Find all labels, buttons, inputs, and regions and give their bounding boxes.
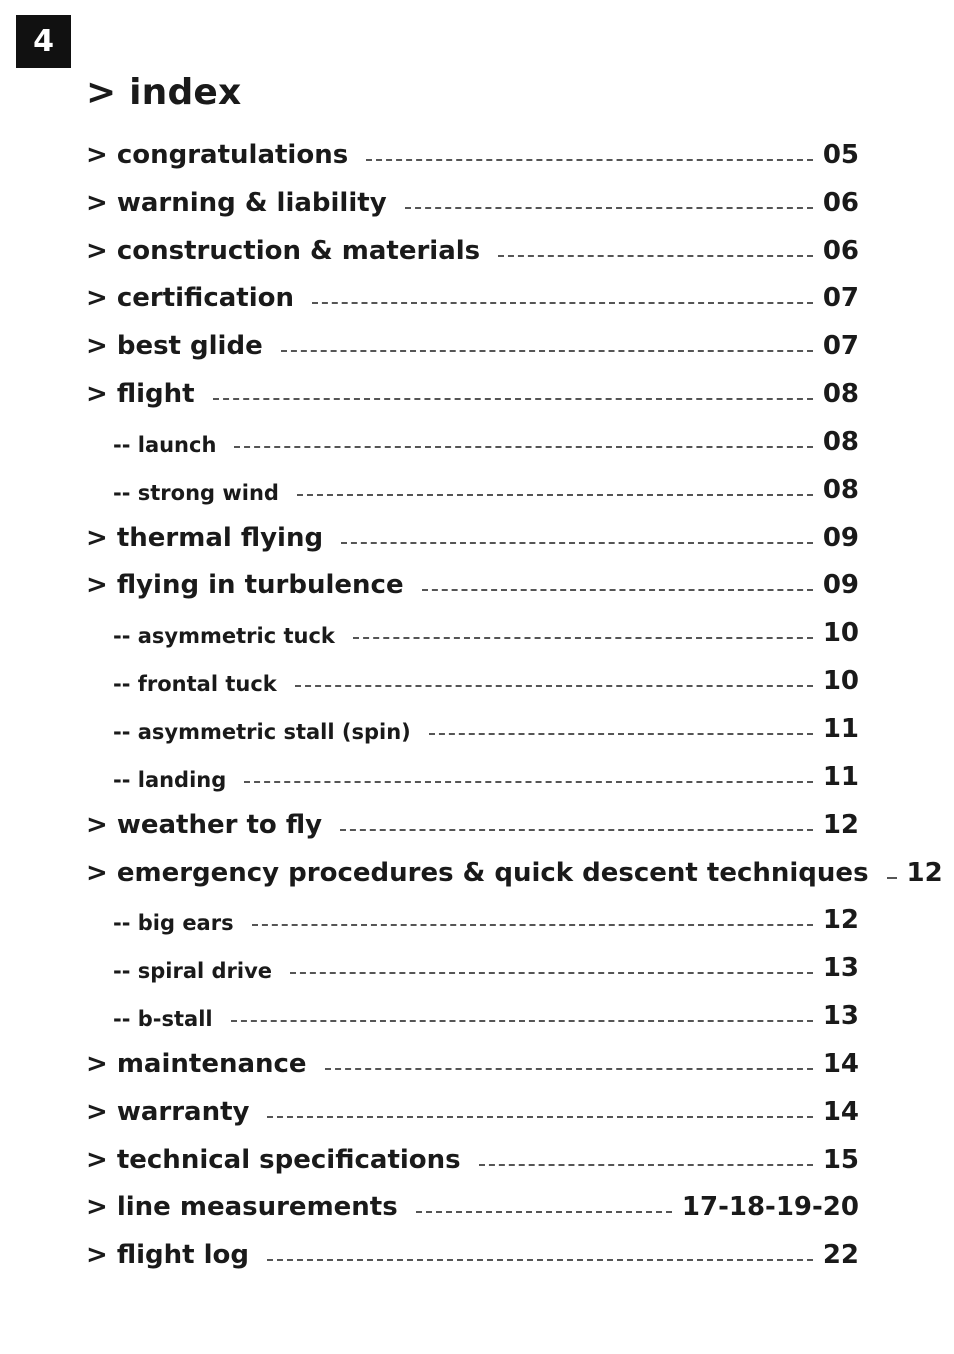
toc-subentry[interactable] [86,656,859,704]
toc-entry[interactable] [86,321,859,369]
toc-entry[interactable] [86,513,859,561]
toc-entry-page: 15 [822,1144,859,1175]
toc-entry[interactable] [86,178,859,226]
toc-entry[interactable] [86,1039,859,1087]
toc-entry-label: > thermal flying [86,522,324,553]
toc-entry-label: -- launch [113,432,217,457]
page-number-badge [16,15,71,68]
toc-entry[interactable] [86,226,859,274]
toc-entry-page: 06 [822,187,859,218]
toc-entry[interactable] [86,1230,859,1278]
toc-entry-page: 08 [822,426,859,457]
toc-entry-label: > weather to fly [86,809,323,840]
toc-entry-page: 12 [906,857,943,888]
dotted-leader [231,1020,813,1022]
dotted-leader [887,877,897,879]
toc-entry[interactable] [86,561,859,609]
toc-entry-page: 09 [822,522,859,553]
dotted-leader [312,302,813,304]
toc-entry-page: 12 [822,905,859,936]
toc-entry[interactable] [86,1087,859,1135]
toc-subentry[interactable] [86,465,859,513]
toc-entry-label: > flight log [86,1240,250,1271]
dotted-leader [213,398,813,400]
toc-entry-label: -- landing [113,767,227,792]
toc-subentry[interactable] [86,991,859,1039]
dotted-leader [366,159,813,161]
toc-entry[interactable] [86,1135,859,1183]
toc-entry-page: 11 [822,713,859,744]
dotted-leader [341,542,813,544]
toc-entry-label: > flying in turbulence [86,570,404,601]
dotted-leader [479,1164,813,1166]
dotted-leader [429,733,813,735]
dotted-leader [416,1211,672,1213]
dotted-leader [234,446,812,448]
toc-entry[interactable] [86,800,859,848]
toc-entry-label: > warranty [86,1096,250,1127]
dotted-leader [325,1068,813,1070]
toc-entry-label: -- strong wind [113,480,279,505]
toc-entry-page: 08 [822,474,859,505]
toc-entry-page: 07 [822,283,859,314]
toc-entry[interactable] [86,130,859,178]
toc-subentry[interactable] [86,896,859,944]
toc-entry-label: > flight [86,379,195,410]
toc-entry-label: > line measurements [86,1192,398,1223]
toc-entry-page: 09 [822,570,859,601]
toc-entry-label: -- asymmetric tuck [113,624,335,649]
page-title: > index [86,72,242,113]
toc-entry[interactable] [86,274,859,322]
dotted-leader [252,924,813,926]
toc-entry-page: 07 [822,331,859,362]
dotted-leader [267,1259,813,1261]
dotted-leader [267,1116,812,1118]
dotted-leader [405,207,813,209]
toc-entry-page: 10 [822,666,859,697]
dotted-leader [498,255,813,257]
toc-entry[interactable] [86,1183,859,1231]
toc-entry-label: -- b-stall [113,1007,213,1032]
table-of-contents [86,130,943,1278]
toc-entry-label: -- frontal tuck [113,672,277,697]
toc-entry-label: > certification [86,283,294,314]
toc-subentry[interactable] [86,704,859,752]
toc-subentry[interactable] [86,752,859,800]
page-number: 4 [33,24,54,59]
toc-entry-label: -- big ears [113,911,234,936]
toc-entry-label: > congratulations [86,139,349,170]
dotted-leader [297,494,813,496]
toc-entry-label: > best glide [86,331,263,362]
toc-subentry[interactable] [86,417,859,465]
toc-entry-label: > warning & liability [86,187,387,218]
dotted-leader [340,829,813,831]
dotted-leader [290,972,813,974]
toc-entry-page: 22 [822,1240,859,1271]
toc-subentry[interactable] [86,608,859,656]
toc-entry[interactable] [86,369,859,417]
toc-entry-page: 14 [822,1096,859,1127]
toc-entry-page: 13 [822,1001,859,1032]
toc-entry-page: 12 [822,809,859,840]
toc-entry-label: > technical specifications [86,1144,461,1175]
toc-entry[interactable] [86,848,943,896]
toc-entry-page: 10 [822,618,859,649]
toc-entry-page: 06 [822,235,859,266]
toc-entry-page: 14 [822,1048,859,1079]
toc-entry-label: > emergency procedures & quick descent techniques [86,857,869,888]
toc-entry-label: -- asymmetric stall (spin) [113,719,411,744]
dotted-leader [422,589,813,591]
toc-entry-label: > maintenance [86,1048,307,1079]
toc-entry-page: 13 [822,953,859,984]
toc-entry-page: 17-18-19-20 [681,1192,859,1223]
dotted-leader [353,637,813,639]
toc-subentry[interactable] [86,943,859,991]
toc-entry-page: 08 [822,379,859,410]
toc-entry-page: 05 [822,139,859,170]
dotted-leader [244,781,813,783]
dotted-leader [295,685,813,687]
toc-entry-label: > construction & materials [86,235,481,266]
toc-entry-page: 11 [822,761,859,792]
dotted-leader [281,350,813,352]
toc-entry-label: -- spiral drive [113,959,273,984]
